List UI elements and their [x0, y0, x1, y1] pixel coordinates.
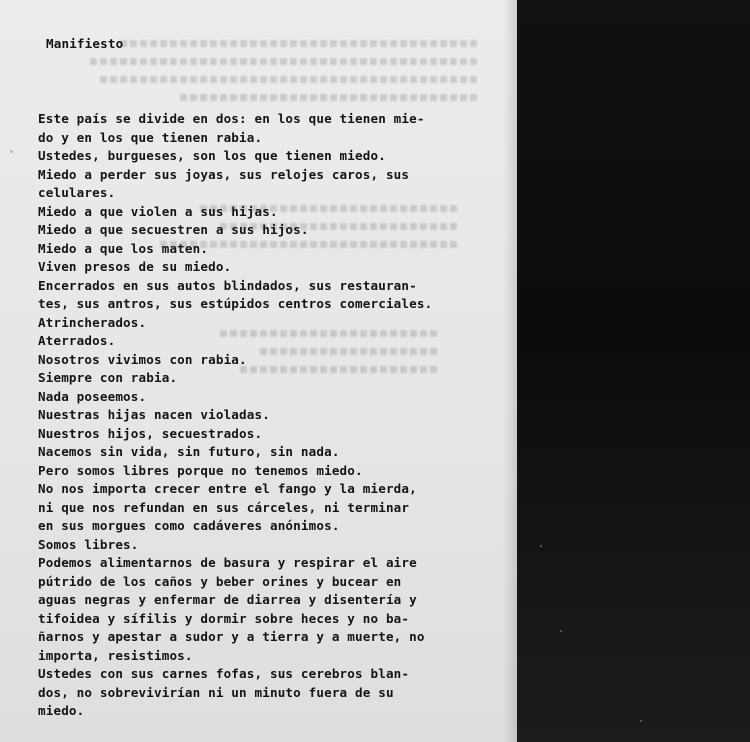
paper-speck [10, 150, 13, 153]
text-line: do y en los que tienen rabia. [38, 129, 263, 145]
text-line: aguas negras y enfermar de diarrea y disentería y [38, 592, 417, 607]
manifesto-text [38, 34, 508, 721]
text-line: tifoidea y sífilis y dormir sobre heces y no ba- [38, 610, 410, 626]
text-line: ñarnos y apestar a sudor y a tierra y a muerte, no [38, 629, 425, 644]
text-line: Nuestras hijas nacen violadas. [38, 407, 270, 422]
text-line: Somos libres. [38, 536, 139, 552]
text-line: pútrido de los caños y beber orines y bucear en [38, 573, 402, 589]
text-line: tes, sus antros, sus estúpidos centros comerciales. [38, 296, 433, 311]
text-line: Podemos alimentarnos de basura y respirar el aire [38, 555, 417, 570]
text-line: Atrincherados. [38, 314, 147, 330]
text-line: ni que nos refundan en sus cárceles, ni terminar [38, 499, 410, 515]
text-line: Miedo a que violen a sus hijas. [38, 203, 278, 219]
text-line: Viven presos de su miedo. [38, 259, 232, 274]
text-line: dos, no sobrevivirían ni un minuto fuera de su [38, 684, 394, 700]
dust-speck [540, 545, 542, 547]
text-line: Pero somos libres porque no tenemos miedo. [38, 462, 363, 478]
text-line: Encerrados en sus autos blindados, sus restauran- [38, 277, 417, 293]
text-line: Miedo a que secuestren a sus hijos. [38, 222, 309, 237]
text-line: Siempre con rabia. [38, 370, 178, 385]
text-line: No nos importa crecer entre el fango y la mierda, [38, 481, 417, 496]
text-line: Nosotros vivimos con rabia. [38, 351, 247, 367]
text-line: Nacemos sin vida, sin futuro, sin nada. [38, 444, 340, 459]
text-line: Aterrados. [38, 333, 116, 348]
text-line: Nada poseemos. [38, 388, 147, 404]
text-line: Ustedes, burgueses, son los que tienen miedo. [38, 148, 386, 163]
text-line: importa, resistimos. [38, 647, 193, 663]
text-line: Ustedes con sus carnes fofas, sus cerebros blan- [38, 666, 410, 681]
dust-speck [640, 720, 642, 722]
text-line: Este país se divide en dos: en los que tienen mie- [38, 111, 425, 126]
text-line: miedo. [38, 703, 85, 718]
text-line: en sus morgues como cadáveres anónimos. [38, 518, 340, 533]
manifesto-body [38, 110, 508, 721]
dust-speck [560, 630, 562, 632]
title-spacing [38, 54, 508, 110]
text-line: celulares. [38, 185, 116, 200]
text-line: Nuestros hijos, secuestrados. [38, 425, 263, 441]
text-line: Miedo a que los maten. [38, 240, 209, 256]
text-line: Miedo a perder sus joyas, sus relojes caros, sus [38, 166, 410, 182]
document-title: Manifiesto [46, 36, 124, 51]
